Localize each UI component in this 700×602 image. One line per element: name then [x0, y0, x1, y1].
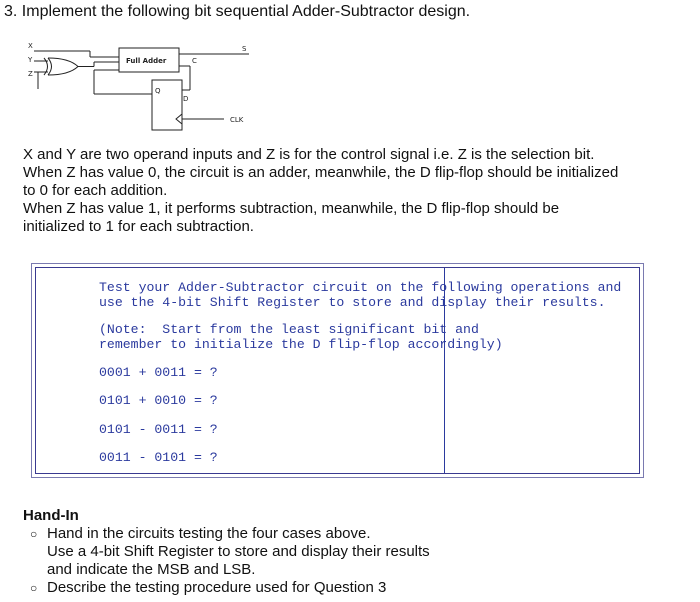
clock-label: CLK	[230, 116, 244, 124]
ff-q-label: Q	[155, 87, 161, 95]
input-label-x: X	[28, 42, 33, 50]
test-intro-line: use the 4-bit Shift Register to store and display their results.	[99, 295, 606, 310]
input-label-y: Y	[28, 56, 33, 64]
bullet-icon: ○	[30, 527, 38, 541]
description	[23, 146, 623, 236]
carry-label: C	[192, 57, 197, 65]
test-note-line: (Note: Start from the least significant bit and	[99, 322, 479, 337]
sum-label: S	[242, 45, 247, 53]
full-adder-label: Full Adder	[126, 57, 167, 65]
hand-in-item	[30, 525, 430, 579]
test-intro-line: Test your Adder-Subtractor circuit on the following operations and	[99, 280, 622, 295]
ff-d-label: D	[183, 95, 189, 103]
question-title: Implement the following bit sequential Adder-Subtractor design.	[21, 3, 471, 20]
description-paragraph: When Z has value 0, the circuit is an adder, meanwhile, the D flip-flop should be initialized to 0 for each addition.	[23, 164, 619, 199]
description-paragraph: X and Y are two operand inputs and Z is for the control signal i.e. Z is the selection bit.	[23, 146, 595, 163]
test-operation: 0101 - 0011 = ?	[99, 422, 218, 437]
hand-in-text: Describe the testing procedure used for Question 3	[47, 579, 387, 596]
question-heading	[4, 2, 470, 22]
hand-in-text: and indicate the MSB and LSB.	[47, 561, 256, 578]
hand-in-text: Use a 4-bit Shift Register to store and display their results	[47, 543, 430, 560]
hand-in-item	[30, 579, 430, 597]
hand-in-text: Hand in the circuits testing the four cases above.	[47, 525, 371, 542]
test-operation: 0101 + 0010 = ?	[99, 393, 218, 408]
question-number: 3.	[4, 3, 18, 20]
input-label-z: Z	[28, 70, 33, 78]
test-operation: 0001 + 0011 = ?	[99, 365, 218, 380]
hand-in-title: Hand-In	[23, 507, 79, 524]
hand-in-list	[30, 525, 430, 597]
adder-subtractor-circuit-diagram	[24, 40, 254, 135]
test-operation: 0011 - 0101 = ?	[99, 450, 218, 465]
test-note-line: remember to initialize the D flip-flop accordingly)	[99, 337, 503, 352]
description-paragraph: When Z has value 1, it performs subtraction, meanwhile, the D flip-flop should be initialized to 1 for each subtraction.	[23, 200, 560, 235]
bullet-icon: ○	[30, 581, 38, 595]
